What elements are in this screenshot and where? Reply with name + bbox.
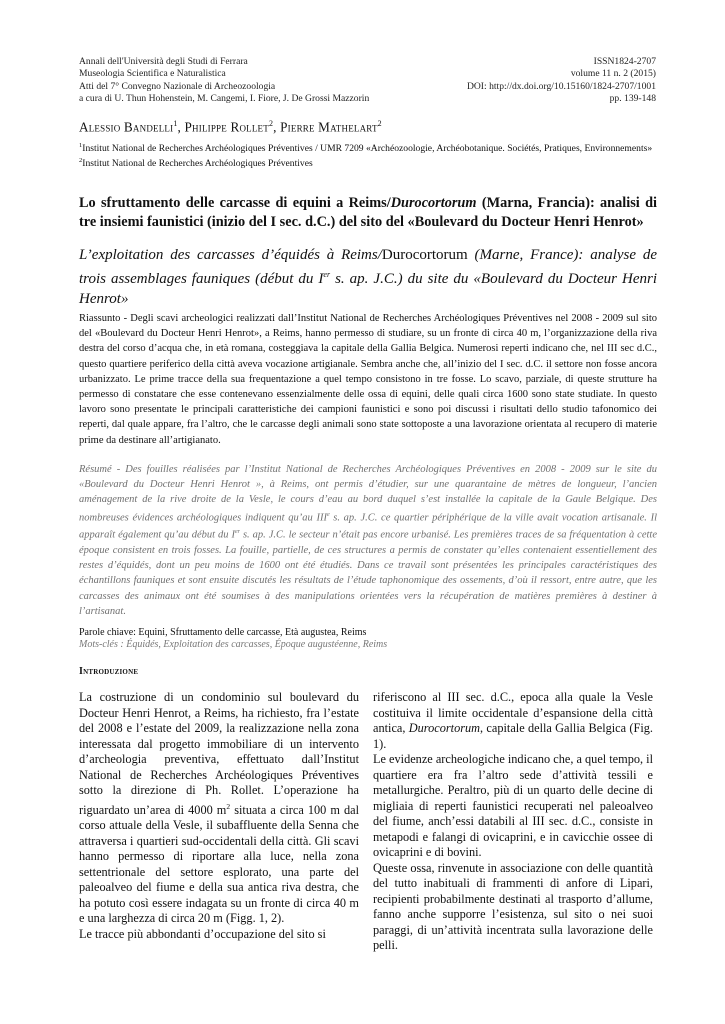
- editors: a cura di U. Thun Hohenstein, M. Cangemi, I. Fiore, J. De Grossi Mazzorin: [79, 92, 370, 104]
- journal-header-left: [79, 56, 439, 105]
- paragraph: riferiscono al III sec. d.C., epoca alla quale la Vesle costituiva il limite occidentale d’espansione della città antica, Durocortorum, capitale della Gallia Belgica (Fig. 1).: [373, 690, 653, 751]
- affiliation-ref: 2: [377, 119, 382, 128]
- issn: ISSN1824-2707: [593, 56, 656, 67]
- abstract-french: Résumé - Des fouilles réalisées par l’Institut National de Recherches Archéologiques Préventives en 2008 - 2009 sur le site du «Boulevard du Docteur Henri Henrot », à Reims, ont permis d’étudier, sur une quarantaine de mètres de longueur, l’ancien aménagement de la rive droite de la Vesle, le cours d’eau au bord duquel s’est installée la capitale de la Gaule Belgique. Des nombreuses évidences archéologiques indiquent qu’au IIIe s. ap. J.C. ce quartier périphérique de la ville avait vocation artisanale. Il apparaît également qu’au début du Ier s. ap. J.C. le secteur n’était pas encore urbanisé. Les premières traces de sa fréquentation à cette époque consistent en trois fosses. La fouille, partielle, de ces structures a permis de constater qu’elles contenaient essentiellement des restes d’équidés, dont un peu moins de 1600 ont été étudiés. Dans ce travail sont présentées les principales caractéristiques des échantillons fauniques et sont ensuite discutés les résultats de l’étude taphonomique des ossements, d’où il ressort, entre autre, que les carcasses des animaux ont été soumises à des manipulations orientées vers la récupération de matières premières à destiner à l’artisanat.: [79, 464, 657, 617]
- paragraph: Queste ossa, rinvenute in associazione con delle quantità del tutto inabituali di frammenti di anfore di Lipari, recipienti probabilmente destinati al trasporto d’allume, fanno anche supporre l’esistenza, sul sito o nei suoi paraggi, di un’attività incentrata sulla lavorazione delle pelli.: [373, 860, 653, 952]
- page-range: pp. 139-148: [609, 92, 656, 104]
- body-column-right: [373, 690, 653, 954]
- body-column-left: [79, 690, 359, 942]
- keywords-french: Mots-clés : Équidés, Exploitation des carcasses, Époque augustéenne, Reims: [79, 639, 388, 651]
- affiliation-ref: 1: [173, 119, 178, 128]
- keywords: [79, 627, 657, 652]
- author-name: Alessio Bandelli: [79, 119, 174, 135]
- author-list: Alessio Bandelli$^1$, Philippe Rollet$^2$, Pierre Mathelart$^2$: [79, 119, 382, 135]
- paragraph: Le evidenze archeologiche indicano che, a quel tempo, il quartiere era fra l’altro sede d’attività tessili e metallurgiche. Peraltro, più di un quarto delle decine di migliaia di reperti faunistici recuperati nel paleoalveo del fiume, anch’essi databili al III sec. d.C., consiste in metapodi e falangi di ovicaprini, e in cavicchie ossee di ovicaprini e di bovini.: [373, 752, 653, 859]
- section-heading: Introduzione: [79, 666, 139, 677]
- doi: DOI: http://dx.doi.org/10.15160/1824-2707/1001: [466, 80, 656, 92]
- keywords-italian: Parole chiave: Equini, Sfruttamento delle carcasse, Età augustea, Reims: [79, 627, 367, 638]
- journal-header-right: [396, 56, 656, 105]
- article-title-italian: Lo sfruttamento delle carcasse di equini a Reims/Durocortorum (Marna, Francia): analisi di tre insiemi faunistici (inizio del I sec. d.C.) del sito del «Boulevard du Docteur Henri Henrot»: [79, 195, 657, 230]
- affiliation-1: $^1$Institut National de Recherches Archéologiques Préventives / UMR 7209 «Archéozoologie, Archéobotanique. Sociétés, Pratiques, Environnements»: [79, 142, 653, 155]
- paragraph: Le tracce più abbondanti d’occupazione del sito si: [79, 926, 326, 941]
- conference-name: Atti del 7° Convegno Nazionale di Archeozoologia: [79, 80, 276, 92]
- article-title-french: L’exploitation des carcasses d’équidés à Reims/Durocortorum (Marne, France): analyse de trois assemblages fauniques (début du Ier s. ap. J.C.) du site du «Boulevard du Docteur Henri Henrot»: [79, 247, 657, 307]
- journal-series: Museologia Scientifica e Naturalistica: [79, 68, 226, 80]
- paragraph: La costruzione di un condominio sul boulevard du Docteur Henri Henrot, a Reims, ha richiesto, fra l’estate del 2008 e l’estate del 2009, la realizzazione nella zona interessata dal progetto immobiliare di un intervento d’archeologia preventiva, effettuato dall’Institut National de Recherches Archéologiques Préventives sotto la direzione di Ph. Rollet. L’operazione ha riguardato un’area di 4000 $m^2$ situata a circa 100 m dal corso attuale della Vesle, il subaffluente della Senna che attraversa i quartieri sud-occidentali della città. Gli scavi hanno permesso di riportare alla luce, nella zona settentrionale del settore esplorato, una parte del paleoalveo del fiume e della sua antica riva destra, che ha potuto così essere indagata su un fronte di circa 40 m e una larghezza di circa 20 m (Figg. 1, 2).: [79, 690, 360, 926]
- author-name: Pierre Mathelart: [280, 119, 378, 135]
- affiliation-ref: 2: [268, 119, 274, 128]
- abstract-italian: Riassunto - Degli scavi archeologici realizzati dall’Institut National de Recherches Archéologiques Préventives nel 2008 - 2009 sul sito del «Boulevard du Docteur Henri Henrot», a Reims, hanno permesso di studiare, su un fronte di circa 40 m, l’organizzazione della riva destra del corso d’acqua che, in età romana, costeggiava la capitale della Gallia Belgica. Numerosi reperti indicano che, nel III sec d.C., questo quartiere periferico della città aveva vocazione artigianale. Sembra anche che, all’inizio del I sec. d.C. il settore non fosse ancora urbanizzato. Le prime tracce della sua frequentazione a quel tempo consistono in tre fosse. Lo scavo, parziale, di queste strutture ha permesso di constatare che esse contenevano essenzialmente delle ossa di equini, delle quali circa 1600 sono state studiate. In questo lavoro sono presentate le principali caratteristiche dei campioni faunistici e sono poi discussi i risultati dello studio tafonomico dei reperti, dal quale appare, fra l’altro, che le carcasse degli animali sono state sottoposte a una lavorazione orientata al recupero di materie prime da destinare all’artigianato.: [79, 313, 657, 446]
- journal-name: Annali dell'Università degli Studi di Ferrara: [79, 56, 248, 67]
- volume: volume 11 n. 2 (2015): [570, 68, 656, 80]
- affiliation-2: $^2$Institut National de Recherches Archéologiques Préventives: [79, 157, 313, 170]
- author-name: Philippe Rollet: [184, 119, 269, 135]
- affiliations: [79, 140, 659, 170]
